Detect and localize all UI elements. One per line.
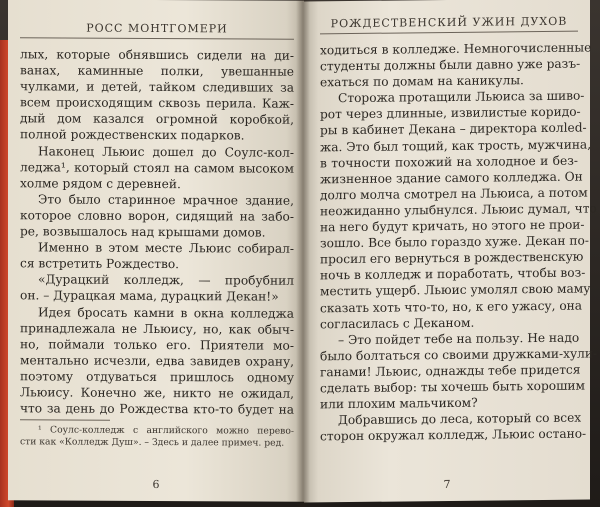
text-line: студенты должны были давно уже разъ- — [320, 56, 581, 74]
right-body-text — [320, 40, 598, 445]
text-line: неожиданно улыбнулся. Льюис думал, что — [320, 201, 597, 219]
text-line: Это было старинное мрачное здание, — [38, 192, 294, 208]
footnote-line: ¹ Соулс-колледж с английского можно перево- — [38, 424, 294, 437]
text-line: жизненное здание самого колледжа. Он — [320, 169, 583, 187]
running-head-left: РОСС МОНТГОМЕРИ — [20, 21, 294, 39]
text-line: ре, возвышалось над крышами домов. — [20, 224, 266, 240]
text-line: леджа¹, который стоял на самом высоком — [20, 159, 294, 176]
left-page — [8, 0, 304, 502]
text-line: Наконец Льюис дошел до Соулс-кол- — [38, 143, 294, 160]
text-line: Сторожа протащили Льюиса за шиво- — [338, 88, 585, 106]
text-line: чулками, и детей, тайком следивших за — [20, 79, 294, 95]
text-line: но, поймали только его. Приятели мо- — [20, 336, 294, 353]
text-line: холме рядом с деревней. — [20, 176, 181, 191]
text-line: ехаться по домам на каникулы. — [320, 73, 524, 90]
text-line: долго молча смотрел на Льюиса, а потом — [320, 185, 588, 203]
text-line: жа. Это был тощий, как трость, мужчина, — [320, 137, 592, 154]
right-page — [304, 0, 598, 502]
footnote-line: сти как «Колледж Душ». – Здесь и далее примеч. ред. — [20, 436, 285, 449]
text-line: – Это пойдет тебе на пользу. Не надо — [338, 330, 580, 347]
text-line: или плохим мальчиком? — [320, 395, 478, 412]
text-line: в точности похожий на холодное и без- — [320, 153, 578, 170]
text-line: «Дурацкий колледж, — пробубнил — [38, 272, 294, 289]
text-line: Идея бросать камни в окна колледжа — [38, 304, 294, 321]
left-body-text — [20, 46, 294, 418]
text-line: ванах, каминные полки, увешанные — [20, 63, 294, 79]
text-line: что за день до Рождества кто-то будет на — [20, 401, 294, 417]
text-line: ходиться в колледже. Немногочисленные — [320, 40, 592, 58]
text-line: зошло. Все было гораздо хуже. Декан по- — [320, 233, 589, 251]
text-line: местить ущерб. Льюис умолял свою маму — [320, 281, 591, 299]
text-line: сделать выбор: ты хочешь быть хорошим — [320, 378, 586, 396]
text-line: сказать хоть что-то, но, к его ужасу, она — [320, 298, 583, 315]
text-line: поэтому отдуваться пришлось одному — [20, 369, 294, 385]
text-line: которое словно ворон, сидящий на забо- — [20, 208, 294, 224]
text-line: ментально исчезли, едва завидев охрану, — [20, 353, 294, 369]
text-line: ганами! Льюис, однажды тебе придется — [320, 362, 581, 380]
footnote-rule — [20, 419, 110, 420]
running-head-right: РОЖДЕСТВЕНСКИЙ УЖИН ДУХОВ — [320, 15, 578, 35]
text-line: ся встретить Рождество. — [20, 256, 180, 272]
text-line: лых, которые обнявшись сидели на ди- — [20, 47, 294, 63]
text-line: рот через длинные, извилистые коридо- — [320, 104, 581, 122]
text-line: Именно в этом месте Льюис собирал- — [38, 240, 294, 256]
text-line: полной рождественских подарков. — [20, 127, 245, 143]
text-line: было болтаться со своими дружками-хули- — [320, 346, 598, 364]
text-line: Добравшись до леса, который со всех — [338, 410, 582, 428]
text-line: Льюису. Конечно же, никто не ожидал, — [20, 385, 294, 401]
text-line: на него будут кричать, но этого не прои- — [320, 217, 585, 235]
text-line: ночь в колледж и поработать, чтобы воз- — [320, 265, 586, 283]
text-line: всем происходящим сквозь перила. Каж- — [20, 95, 294, 112]
text-line: принадлежала не Льюису, но, как обыч- — [20, 320, 294, 337]
page-number-left: 6 — [152, 477, 160, 492]
page-number-right: 7 — [443, 477, 451, 492]
text-line: ры в кабинет Декана – директора колled- — [320, 121, 587, 138]
text-line: согласилась с Деканом. — [320, 315, 475, 331]
text-line: сторон окружал колледж, Льюис остано- — [320, 426, 587, 444]
footnotes — [20, 424, 294, 449]
text-line: он. – Дурацкая мама, дурацкий Декан!» — [20, 288, 279, 305]
text-line: просил его вернуться в рождественскую — [320, 249, 584, 267]
text-line: дый дом казался огромной коробкой, — [20, 111, 294, 128]
